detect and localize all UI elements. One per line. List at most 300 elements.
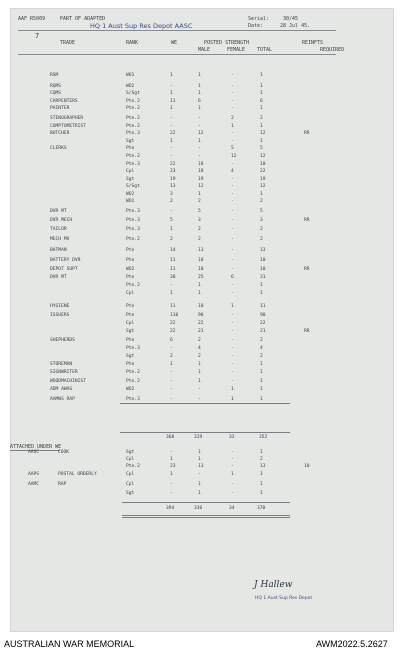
attached-we: - [170,491,173,496]
table-row [10,139,394,145]
row-male: 1 [198,139,201,144]
row-rank: Pte.2 [126,124,140,129]
row-rank: Pte.3 [126,227,140,232]
row-female: 1 [231,124,234,129]
table-row [10,267,394,273]
row-rank: Pte [126,304,135,309]
attached-unit: AAMC [28,482,40,487]
row-female: 4 [231,169,234,174]
row-total: 1 [260,84,263,89]
attached-female: - [231,491,234,496]
row-female: - [231,209,234,214]
row-rank: Pte.3 [126,162,140,167]
attached-row [10,450,394,456]
row-we: - [170,84,173,89]
attached-male: 13 [198,464,204,469]
row-male: 1 [198,291,201,296]
row-male: 2 [198,354,201,359]
row-trade: TAILOR [50,227,67,232]
archive-footer [0,636,404,653]
attached-rank: Cpl [126,457,135,462]
row-female: - [231,177,234,182]
table-row [10,387,394,393]
row-female: - [231,354,234,359]
row-trade: SIGNWRITER [50,370,78,375]
row-female: - [231,99,234,104]
table-row [10,154,394,160]
row-trade: RQMS [50,84,62,89]
table-row [10,99,394,105]
row-male: 1 [198,106,201,111]
row-we: 11 [170,258,176,263]
row-female: - [231,73,234,78]
grand-total-male: 336 [194,506,203,511]
row-male: 18 [198,162,204,167]
row-male: - [198,387,201,392]
row-total: 31 [260,275,266,280]
row-rank: Pte [126,258,135,263]
row-trade: DVR MT [50,209,67,214]
table-row [10,84,394,90]
attached-rank: Cpl [126,472,135,477]
row-male: 13 [198,248,204,253]
table-row [10,146,394,152]
date-label: Date: [248,23,264,29]
row-total: 22 [260,321,266,326]
attached-female: 1 [231,472,234,477]
attached-trade: RAP [58,482,67,487]
row-trade: STOREMAN [50,362,73,367]
table-row [10,275,394,281]
attached-total: 1 [260,491,263,496]
row-male: - [198,146,201,151]
attached-rank: Cpl [126,482,135,487]
row-rank: WO2 [126,387,135,392]
signature: J Hallew [254,580,293,590]
table-row [10,91,394,97]
table-row [10,227,394,233]
row-rank: Pte [126,362,135,367]
row-total: 13 [260,248,266,253]
row-female: - [231,192,234,197]
row-rank: Pte [126,146,135,151]
row-we: - [170,370,173,375]
attached-rank: Sgt [126,491,135,496]
row-total: 1 [260,397,263,402]
row-female: - [231,362,234,367]
row-we: 22 [170,162,176,167]
row-male: 22 [198,321,204,326]
row-we: - [170,387,173,392]
row-male: 21 [198,329,204,334]
row-male: 10 [198,267,204,272]
col-posted-strength: POSTED STRENGTH [204,40,250,46]
attached-total: 1 [260,450,263,455]
table-row [10,116,394,122]
attached-unit: AAPS [28,472,40,477]
row-female: - [231,227,234,232]
row-male: 1 [198,362,201,367]
row-rank: WO1 [126,199,135,204]
col-reinfts: REINFTS [302,40,324,46]
row-we: 30 [170,275,176,280]
row-total: 22 [260,169,266,174]
row-male: 1 [198,192,201,197]
row-male: 1 [198,370,201,375]
row-we: 22 [170,131,176,136]
grand-total-we: 394 [166,506,175,511]
row-total: 1 [260,283,263,288]
row-total: 1 [260,370,263,375]
col-rank: RANK [126,40,139,46]
row-total: 10 [260,267,266,272]
row-total: 21 [260,329,266,334]
row-we: 2 [170,237,173,242]
attached-male: 1 [198,482,201,487]
attached-row [10,491,394,497]
row-total: 3 [260,218,263,223]
row-we: - [170,379,173,384]
form-note: PART OF ADAPTED [60,16,106,22]
table-row [10,192,394,198]
row-required: RR [304,329,310,334]
table-row [10,304,394,310]
row-trade: CQMS [50,91,62,96]
row-total: 2 [260,116,263,121]
row-we: 1 [170,139,173,144]
row-total: 2 [260,199,263,204]
row-rank: Pte.3 [126,397,140,402]
table-row [10,248,394,254]
table-row [10,329,394,335]
row-rank: Sgt [126,354,135,359]
row-female: - [231,84,234,89]
row-total: 12 [260,184,266,189]
table-row [10,169,394,175]
subtotal-male: 319 [194,435,203,440]
row-trade: PAINTER [50,106,70,111]
table-row [10,218,394,224]
row-male: 1 [198,91,201,96]
row-rank: Cpl [126,169,135,174]
row-trade: DVR MECH [50,218,73,223]
row-rank: Pte.2 [126,370,140,375]
attached-row [10,472,394,478]
row-total: 18 [260,162,266,167]
attached-we: - [170,482,173,487]
row-trade: BATMAN [50,248,67,253]
row-rank: Pte [126,338,135,343]
table-row [10,237,394,243]
row-trade: STENOGRAPHER [50,116,84,121]
subtotal-we: 368 [166,435,175,440]
row-female: - [231,283,234,288]
subtotal-total: 352 [259,435,268,440]
row-trade: ISSUERS [50,313,70,318]
row-we: - [170,146,173,151]
row-rank: S/Sgt [126,91,140,96]
row-we: - [170,116,173,121]
row-female: - [231,199,234,204]
row-male: 1 [198,379,201,384]
serial-value: 30/45 [283,16,299,22]
row-total: 1 [260,379,263,384]
row-rank: S/Sgt [126,184,140,189]
row-rank: Pte.2 [126,379,140,384]
row-female: - [231,106,234,111]
table-row [10,291,394,297]
row-male: 18 [198,169,204,174]
table-row [10,209,394,215]
row-male: 1 [198,84,201,89]
row-we: 13 [170,184,176,189]
row-female: - [231,267,234,272]
row-total: 2 [260,237,263,242]
date-value: 28 Jul 45. [280,23,311,29]
row-total: 1 [260,91,263,96]
table-row [10,131,394,137]
row-rank: Pte.2 [126,106,140,111]
row-total: 6 [260,99,263,104]
attached-male: 1 [198,450,201,455]
row-male: 2 [198,237,201,242]
attached-row [10,457,394,463]
signature-stamp: HQ 1 Aust Sup Res Depot [255,596,313,601]
table-row [10,177,394,183]
attached-rank: Sgt [126,450,135,455]
row-total: 1 [260,387,263,392]
attached-female: - [231,457,234,462]
row-male: 4 [198,346,201,351]
row-male: - [198,124,201,129]
row-required: RR [304,218,310,223]
row-male: 10 [198,304,204,309]
col-total: TOTAL [257,47,273,53]
serial-label: Serial: [248,16,270,22]
row-rank: Sgt [126,177,135,182]
row-required: RR [304,131,310,136]
attached-male: 1 [198,491,201,496]
row-rank: WO2 [126,192,135,197]
row-we: 2 [170,354,173,359]
row-male: 2 [198,338,201,343]
row-we: 11 [170,99,176,104]
row-female: - [231,346,234,351]
row-female: 1 [231,397,234,402]
row-we: - [170,283,173,288]
table-row [10,73,394,79]
attached-row [10,482,394,488]
attached-trade: POSTAL ORDERLY [58,472,97,477]
row-female: - [231,139,234,144]
row-total: 1 [260,124,263,129]
col-female: FEMALE [227,47,246,53]
row-rank: WO2 [126,84,135,89]
attached-total: 2 [260,457,263,462]
row-we: - [170,154,173,159]
row-female: - [231,379,234,384]
row-male: 90 [198,313,204,318]
last-row-rule [120,403,290,404]
attached-female: - [231,464,234,469]
row-total: 1 [260,362,263,367]
row-rank: Pte.2 [126,237,140,242]
row-we: - [170,346,173,351]
columns-rule [18,54,336,55]
col-trade: TRADE [60,40,76,46]
attached-female: - [231,482,234,487]
row-we: 110 [170,313,179,318]
table-row [10,370,394,376]
attached-male: 1 [198,457,201,462]
row-total: 2 [260,338,263,343]
row-female: - [231,291,234,296]
row-trade: DEPOT SUPT [50,267,78,272]
row-female: 1 [231,304,234,309]
row-we: 23 [170,169,176,174]
row-rank: Sgt [126,329,135,334]
attached-required: 10 [304,464,310,469]
row-rank: Pte.3 [126,346,140,351]
table-row [10,184,394,190]
row-trade: MECH MV [50,237,70,242]
footer-institution: AUSTRALIAN WAR MEMORIAL [4,639,135,649]
row-total: 2 [260,227,263,232]
row-female: - [231,258,234,263]
row-male: 2 [198,227,201,232]
row-rank: Sgt [126,139,135,144]
row-total: 11 [260,304,266,309]
row-rank: Pte.3 [126,209,140,214]
row-trade: CARPENTERS [50,99,78,104]
row-trade: SHEPHERDS [50,338,75,343]
row-male: - [198,397,201,402]
row-female: - [231,91,234,96]
attached-trade: COOK [58,450,70,455]
row-we: 11 [170,304,176,309]
row-we: 1 [170,362,173,367]
grand-total-total: 370 [257,506,266,511]
total-rule-top [122,502,290,503]
row-total: 5 [260,209,263,214]
row-trade: HYGIENE [50,304,70,309]
row-rank: Pte.2 [126,154,140,159]
row-female: - [231,338,234,343]
row-male: - [198,116,201,121]
attached-heading: ATTACHED UNDER WE [10,444,62,450]
row-trade: WOODMACHINIST [50,379,86,384]
row-we: - [170,209,173,214]
row-female: 12 [231,154,237,159]
row-rank: WO1 [126,73,135,78]
row-total: 2 [260,354,263,359]
row-we: 14 [170,248,176,253]
row-male: 5 [198,209,201,214]
row-we: 6 [170,338,173,343]
grand-total-row [10,506,394,512]
subtotal-female: 33 [229,435,235,440]
row-female: - [231,237,234,242]
row-we: - [170,397,173,402]
row-male: 6 [198,99,201,104]
row-we: 1 [170,291,173,296]
table-row [10,283,394,289]
row-male: 19 [198,177,204,182]
row-trade: BATTERY DVR [50,258,81,263]
row-female: 1 [231,387,234,392]
row-rank: Pte.2 [126,116,140,121]
attached-total: 1 [260,472,263,477]
row-total: 5 [260,146,263,151]
row-trade: RSM [50,73,59,78]
row-female: - [231,321,234,326]
row-rank: WO2 [126,267,135,272]
row-total: 12 [260,154,266,159]
row-we: 22 [170,321,176,326]
row-male: 1 [198,283,201,288]
row-trade: AAMWS RAP [50,397,75,402]
row-we: 1 [170,73,173,78]
row-rank: Pte.3 [126,218,140,223]
row-trade: BUTCHER [50,131,70,136]
row-male: 12 [198,184,204,189]
subtotal-row [10,435,394,441]
row-female: - [231,313,234,318]
row-we: 5 [170,218,173,223]
row-rank: Pte [126,275,135,280]
total-rule-bottom-1 [122,515,290,516]
row-female: 6 [231,275,234,280]
attached-we: 1 [170,472,173,477]
row-we: 1 [170,227,173,232]
attached-female: - [231,450,234,455]
row-we: 19 [170,177,176,182]
table-row [10,313,394,319]
row-we: 22 [170,329,176,334]
row-female: - [231,248,234,253]
row-rank: Pte.2 [126,99,140,104]
row-female: - [231,218,234,223]
row-total: 4 [260,346,263,351]
row-we: 3 [170,192,173,197]
table-row [10,199,394,205]
document-sheet [10,8,394,632]
header-rule [18,30,336,31]
row-total: 19 [260,177,266,182]
row-female: - [231,329,234,334]
row-total: 1 [260,73,263,78]
row-rank: Pte [126,313,135,318]
row-male: 1 [198,73,201,78]
row-total: 10 [260,258,266,263]
row-male: - [198,154,201,159]
row-male: 10 [198,258,204,263]
attached-total: 13 [260,464,266,469]
table-row [10,338,394,344]
row-total: 1 [260,291,263,296]
row-male: 2 [198,199,201,204]
attached-rank: Pte.2 [126,464,140,469]
row-trade: COMPTOMETRIST [50,124,86,129]
row-male: 25 [198,275,204,280]
row-total: 12 [260,131,266,136]
row-female: 5 [231,146,234,151]
row-we: 2 [170,199,173,204]
table-row [10,379,394,385]
row-we: 11 [170,267,176,272]
subtotal-rule [120,432,290,433]
form-reference: AAF R5009 [18,16,46,22]
